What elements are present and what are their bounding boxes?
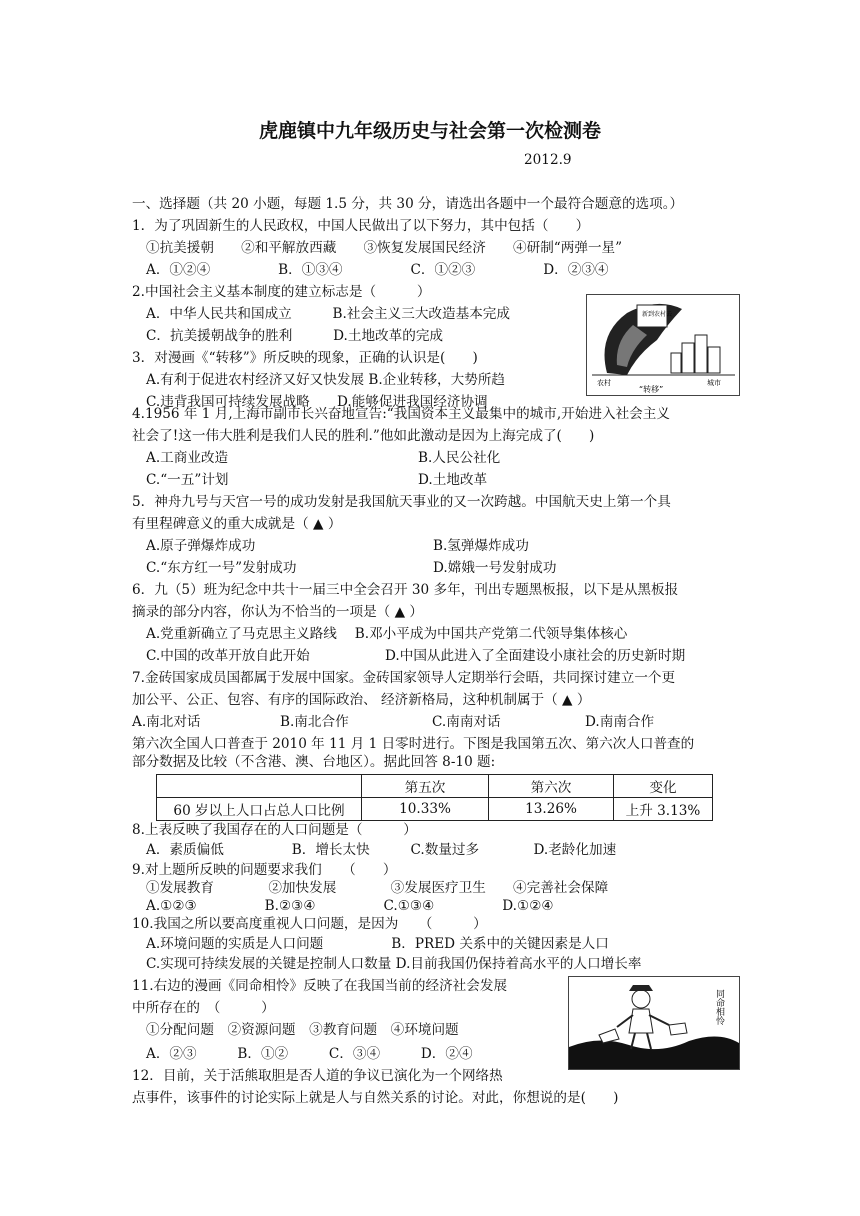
cartoon-right-label: 城市: [707, 379, 721, 387]
q6-option-d: D.中国从此进入了全面建设小康社会的历史新时期: [385, 648, 686, 664]
question-3: 3．对漫画《“转移”》所反映的现象，正确的认识是( ): [132, 350, 478, 366]
table-cell: 10.33%: [362, 798, 489, 821]
cartoon-zhuanyi: [586, 294, 740, 396]
q9-items: ①发展教育 ②加快发展 ③发展医疗卫生 ④完善社会保障: [146, 880, 609, 896]
q5-option-c: C.“东方红一号”发射成功: [146, 560, 297, 576]
question-6-line1: 6．九（5）班为纪念中共十一届三中全会召开 30 多年，刊出专题黑板报，以下是从黑板报: [132, 582, 679, 598]
census-table: [156, 774, 713, 821]
question-11-line1: 11.右边的漫画《同命相怜》反映了在我国当前的经济社会发展: [132, 978, 508, 994]
question-1: 1．为了巩固新生的人民政权，中国人民做出了以下努力，其中包括（ ）: [132, 218, 590, 234]
census-intro-line2: 部分数据及比较（不含港、澳、台地区）。据此回答 8-10 题:: [132, 754, 496, 770]
q4-option-d: D.土地改革: [418, 472, 488, 488]
question-5-line1: 5．神舟九号与天宫一号的成功发射是我国航天事业的又一次跨越。中国航天史上第一个具: [132, 494, 671, 510]
question-5-line2: 有里程碑意义的重大成就是（ ▲ ）: [132, 516, 342, 532]
table-header-cell: 第六次: [489, 775, 614, 798]
cartoon-caption: “转移”: [639, 385, 664, 394]
question-12-line1: 12．目前，关于活熊取胆是否人道的争议已演化为一个网络热: [132, 1068, 503, 1084]
table-cell: 13.26%: [489, 798, 614, 821]
q2-options-ab: A．中华人民共和国成立 B.社会主义三大改造基本完成: [146, 306, 510, 322]
q9-options: A.①②③ B.②③④ C.①③④ D.①②④: [146, 898, 554, 914]
question-12-line2: 点事件，该事件的讨论实际上就是人与自然关系的讨论。对此，你想说的是( ): [132, 1090, 619, 1106]
table-cell: 上升 3.13%: [614, 798, 713, 821]
cartoon-left-label: 农村: [597, 379, 611, 387]
table-cell: 60 岁以上人口占总人口比例: [157, 798, 362, 821]
census-table-header-row: [157, 775, 713, 798]
q10-options-cd: C.实现可持续发展的关键是控制人口数量 D.目前我国仍保持着高水平的人口增长率: [146, 956, 642, 972]
q5-option-a: A.原子弹爆炸成功: [146, 538, 256, 554]
question-9: 9.对上题所反映的问题要求我们 （ ）: [132, 862, 397, 878]
q3-options-ab: A.有利于促进农村经济又好又快发展 B.企业转移，大势所趋: [146, 372, 506, 388]
question-7-line2: 加公平、公正、包容、有序的国际政治、 经济新格局，这种机制属于（ ▲ ）: [132, 692, 591, 708]
q2-options-cd: C．抗美援朝战争的胜利 D.土地改革的完成: [146, 328, 444, 344]
cartoon-tongming: [568, 976, 740, 1070]
cartoon-sign-text: 新到农村去: [642, 311, 673, 318]
q6-options-ab: A.党重新确立了马克思主义路线 B.邓小平成为中国共产党第二代领导集体核心: [146, 626, 628, 642]
question-4-line1: 4.1956 年 1 月,上海市副市长兴奋地宣告:“我国资本主义最集中的城市,开始进入社会主义: [132, 406, 670, 422]
section-heading: 一、选择题（共 20 小题，每题 1.5 分，共 30 分，请选出各题中一个最符合题意的选项。）: [132, 196, 684, 212]
q10-options-ab: A.环境问题的实质是人口问题 B．PRED 关系中的关键因素是人口: [146, 936, 609, 952]
q5-option-d: D.嫦娥一号发射成功: [433, 560, 557, 576]
q6-option-c: C.中国的改革开放自此开始: [146, 648, 310, 664]
question-11-line2: 中所存在的 （ ）: [132, 1000, 275, 1016]
census-table-row: [157, 798, 713, 821]
table-header-cell: [157, 775, 362, 798]
q3-options-cd: C.违背我国可持续发展战略 D.能够促进我国经济协调: [146, 394, 488, 410]
q7-option-a: A.南北对话: [132, 714, 201, 730]
q7-option-d: D.南南合作: [585, 714, 655, 730]
q7-option-b: B.南北合作: [280, 714, 349, 730]
question-10: 10.我国之所以要高度重视人口问题，是因为 （ ）: [132, 916, 487, 932]
q4-option-c: C.“一五”计划: [146, 472, 229, 488]
table-header-cell: 变化: [614, 775, 713, 798]
q7-option-c: C.南南对话: [432, 714, 501, 730]
table-header-cell: 第五次: [362, 775, 489, 798]
cartoon-tongming-drawing: [569, 977, 739, 1069]
cartoon-tongming-caption: 同命相怜: [714, 989, 724, 1025]
question-8: 8.上表反映了我国存在的人口问题是（ ）: [132, 822, 417, 838]
q1-items: ①抗美援朝 ②和平解放西藏 ③恢复发展国民经济 ④研制“两弹一星”: [146, 240, 623, 256]
question-6-line2: 摘录的部分内容，你认为不恰当的一项是（ ▲ ）: [132, 604, 423, 620]
q5-option-b: B.氢弹爆炸成功: [433, 538, 529, 554]
q11-items: ①分配问题 ②资源问题 ③教育问题 ④环境问题: [146, 1022, 459, 1038]
exam-date: 2012.9: [524, 152, 572, 168]
census-intro-line1: 第六次全国人口普查于 2010 年 11 月 1 日零时进行。下图是我国第五次、第六次人口普查的: [132, 736, 695, 752]
exam-title: 虎鹿镇中九年级历史与社会第一次检测卷: [258, 120, 601, 142]
q4-option-b: B.人民公社化: [418, 450, 501, 466]
q8-options: A．素质偏低 B．增长太快 C.数量过多 D.老龄化加速: [146, 842, 617, 858]
cartoon-zhuanyi-drawing: [587, 295, 739, 395]
question-4-line2: 社会了!这一伟大胜利是我们人民的胜利.”他如此激动是因为上海完成了( ): [132, 428, 595, 444]
q4-option-a: A.工商业改造: [146, 450, 229, 466]
question-2: 2.中国社会主义基本制度的建立标志是（ ）: [132, 284, 431, 300]
q11-options: A．②③ B．①② C．③④ D．②④: [146, 1046, 473, 1062]
question-7-line1: 7.金砖国家成员国都属于发展中国家。金砖国家领导人定期举行会晤，共同探讨建立一个更: [132, 670, 676, 686]
q1-options: A．①②④ B．①③④ C．①②③ D．②③④: [146, 262, 609, 278]
